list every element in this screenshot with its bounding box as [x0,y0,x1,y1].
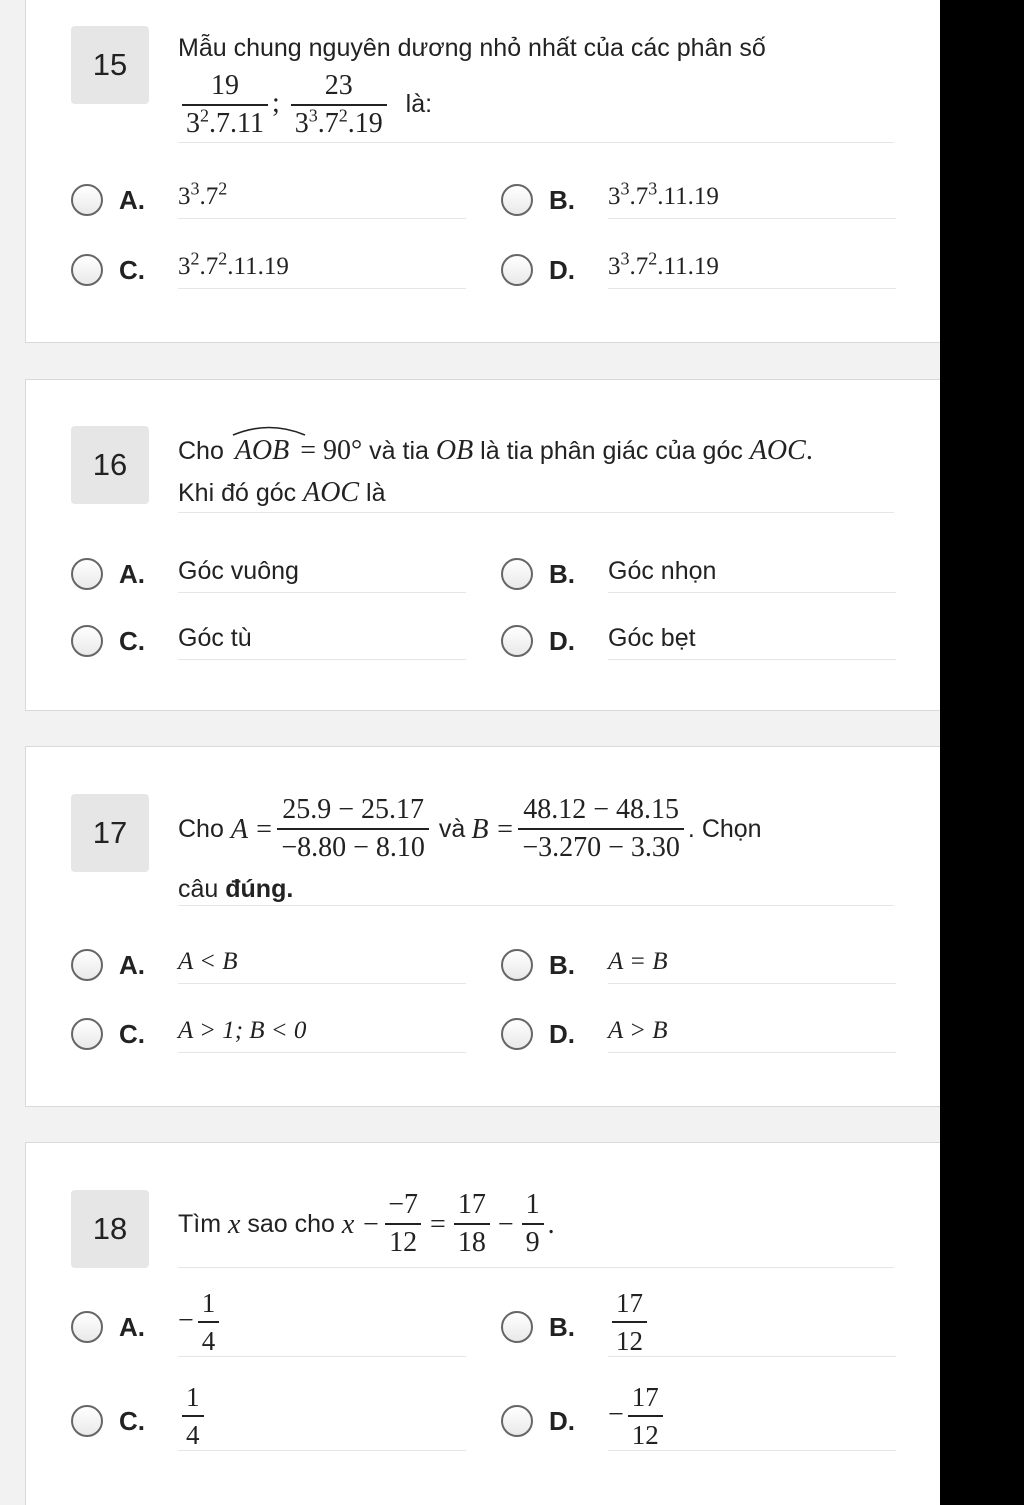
option-c[interactable] [71,1382,471,1465]
question-number: 18 [71,1190,149,1268]
angle-aob: AOB [231,430,293,471]
option-a[interactable] [71,558,471,618]
option-letter: B. [549,559,575,589]
option-value: $\frac{17}{12}$ [608,1287,896,1357]
option-b[interactable] [501,1288,901,1371]
question-text: Tìm x sao cho x − $\frac{-7}{12}$ = $\frac{17}{18}$ − $\frac{1}{9}$ . [178,1189,555,1258]
option-a[interactable] [71,949,471,1009]
radio-button[interactable] [501,184,533,216]
option-letter: D. [549,1019,575,1049]
radio-button[interactable] [501,1311,533,1343]
radio-button[interactable] [71,949,103,981]
fraction-a: $\frac{25.9 - 25.17}{-8.80 - 8.10}$ [277,795,429,863]
question-number: 17 [71,794,149,872]
option-b[interactable] [501,178,901,244]
radio-button[interactable] [501,558,533,590]
option-value: − $\frac{17}{12}$ [608,1381,896,1451]
radio-button[interactable] [501,1405,533,1437]
option-d[interactable] [501,1382,901,1465]
fraction-1: $\frac{19}{3^2.7.11}$ [182,71,268,139]
option-value: Góc nhọn [608,550,896,593]
option-b[interactable] [501,558,901,618]
option-value: $\frac{1}{4}$ [178,1381,466,1451]
fraction-2: $\frac{23}{3^3.7^2.19}$ [291,71,387,139]
option-value: A > B [608,1010,896,1053]
option-letter: A. [119,559,145,589]
radio-button[interactable] [71,1311,103,1343]
option-value: $3^3.7^2$ [178,176,466,219]
question-divider [178,1267,894,1268]
radio-button[interactable] [501,949,533,981]
question-card-17 [25,746,940,1107]
radio-button[interactable] [501,1018,533,1050]
fraction-1: $\frac{-7}{12}$ [384,1190,422,1258]
option-value: Góc tù [178,617,466,660]
question-divider [178,512,894,513]
question-card-16 [25,379,940,711]
radio-button[interactable] [71,254,103,286]
question-text [178,28,894,139]
option-letter: D. [549,255,575,285]
question-number: 16 [71,426,149,504]
fraction-2: $\frac{17}{18}$ [454,1190,490,1258]
option-value: $3^2.7^2.11.19$ [178,246,466,289]
option-letter: C. [119,626,145,656]
question-divider [178,142,894,143]
radio-button[interactable] [71,1405,103,1437]
option-letter: A. [119,1312,145,1342]
option-d[interactable] [501,248,901,314]
question-text: Cho AOB = 90° và tia OB là tia phân giác của góc AOC. Khi đó góc AOC là [178,430,894,514]
question-card-18 [25,1142,940,1505]
option-letter: C. [119,1406,145,1436]
option-c[interactable] [71,1018,471,1078]
radio-button[interactable] [71,558,103,590]
option-letter: C. [119,1019,145,1049]
option-letter: B. [549,1312,575,1342]
option-d[interactable] [501,625,901,685]
radio-button[interactable] [71,184,103,216]
option-a[interactable] [71,178,471,244]
question-card-15 [25,0,940,343]
question-divider [178,905,894,906]
radio-button[interactable] [501,254,533,286]
right-edge-black [940,0,1024,1505]
option-letter: C. [119,255,145,285]
option-value: A < B [178,941,466,984]
question-number: 15 [71,26,149,104]
option-b[interactable] [501,949,901,1009]
option-value: − $\frac{1}{4}$ [178,1287,466,1357]
angle-hat-icon [231,424,307,436]
option-d[interactable] [501,1018,901,1078]
option-c[interactable] [71,248,471,314]
option-letter: B. [549,950,575,980]
option-value: Góc bẹt [608,617,896,660]
radio-button[interactable] [501,625,533,657]
option-c[interactable] [71,625,471,685]
option-value: A = B [608,941,896,984]
option-a[interactable] [71,1288,471,1371]
option-letter: B. [549,185,575,215]
question-text-line1: Mẫu chung nguyên dương nhỏ nhất của các phân số [178,34,766,62]
radio-button[interactable] [71,1018,103,1050]
option-value: Góc vuông [178,550,466,593]
option-value: $3^3.7^2.11.19$ [608,246,896,289]
option-letter: A. [119,950,145,980]
fraction-b: $\frac{48.12 - 48.15}{-3.270 - 3.30}$ [518,795,684,863]
question-text-line2: $\frac{19}{3^2.7.11}$ ; $\frac{23}{3^3.7^2.19}$ là: [178,71,894,139]
radio-button[interactable] [71,625,103,657]
option-letter: A. [119,185,145,215]
option-letter: D. [549,626,575,656]
question-text: Cho A = $\frac{25.9 - 25.17}{-8.80 - 8.10}$ và B = $\frac{48.12 - 48.15}{-3.270 - 3.30}$ . Chọn câu đúng. [178,794,762,903]
fraction-3: $\frac{1}{9}$ [522,1190,544,1258]
option-value: $3^3.7^3.11.19$ [608,176,896,219]
option-letter: D. [549,1406,575,1436]
option-value: A > 1; B < 0 [178,1010,466,1053]
